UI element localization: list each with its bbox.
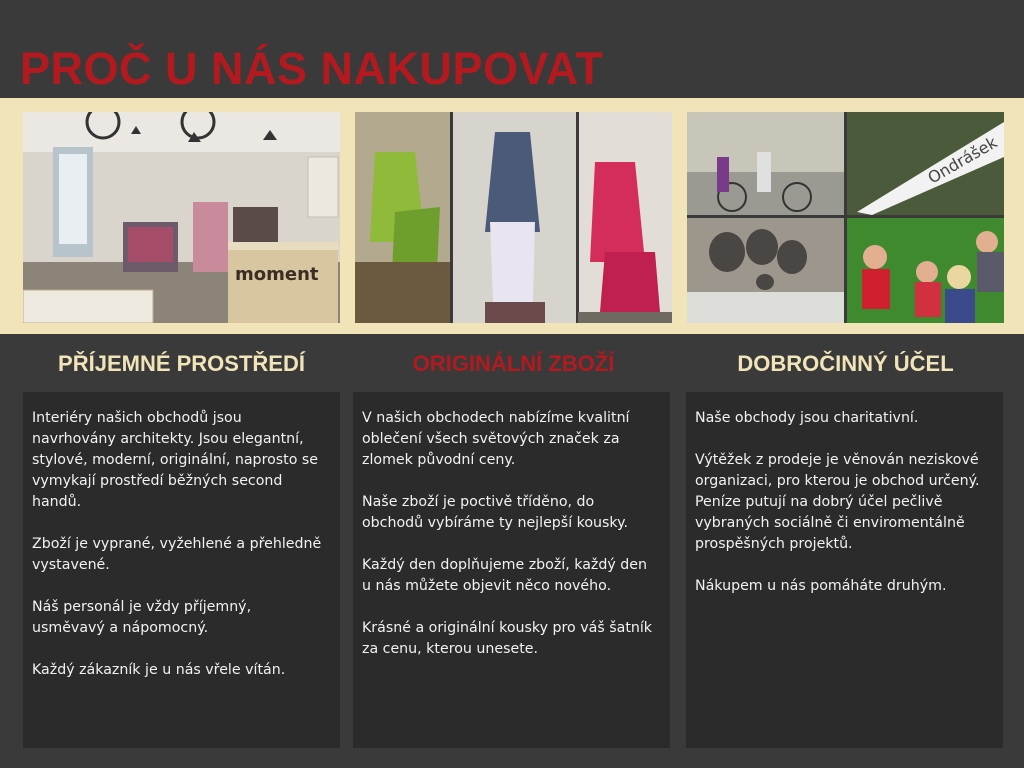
page-title: PROČ U NÁS NAKUPOVAT xyxy=(20,43,604,94)
card-paragraph: Náš personál je vždy příjemný, usměvavý a nápomocný. xyxy=(32,599,252,636)
charity-purpose-card xyxy=(686,392,1003,748)
charity-collage-photo xyxy=(687,112,1004,323)
clothing-display-photo xyxy=(355,112,672,323)
original-goods-card xyxy=(353,392,670,748)
card-paragraph: Naše obchody jsou charitativní. xyxy=(695,410,919,426)
card-paragraph: Interiéry našich obchodů jsou navrhovány architekty. Jsou elegantní, stylové, moderní, originální, naprosto se vymykají prostředí běžných second handů. xyxy=(32,410,319,510)
card-paragraph: Nákupem u nás pomáháte druhým. xyxy=(695,578,947,594)
heading-charity-purpose: DOBROČINNÝ ÚČEL xyxy=(737,351,954,376)
heading-pleasant-environment: PŘÍJEMNÉ PROSTŘEDÍ xyxy=(58,351,305,376)
card-paragraph: Každý zákazník je u nás vřele vítán. xyxy=(32,662,286,678)
card-paragraph: Krásné a originální kousky pro váš šatník za cenu, kterou unesete. xyxy=(362,620,653,657)
pleasant-environment-card xyxy=(23,392,340,748)
heading-original-goods: ORIGINÁLNÍ ZBOŽÍ xyxy=(412,351,615,376)
store-interior-photo xyxy=(23,112,340,323)
card-paragraph: Zboží je vyprané, vyžehlené a přehledně vystavené. xyxy=(32,536,322,573)
card-paragraph: Naše zboží je poctivě tříděno, do obchodů vybíráme ty nejlepší kousky. xyxy=(362,494,629,531)
card-paragraph: Výtěžek z prodeje je věnován neziskové organizaci, pro kterou je obchod určený. Peníze putují na dobrý účel pečlivě vybraných sociálně či enviromentálně prospěšných projektů. xyxy=(695,452,980,552)
charity-sign-text: Ondrášek xyxy=(924,132,1001,188)
card-paragraph: Každý den doplňujeme zboží, každý den u nás můžete objevit něco nového. xyxy=(362,557,647,594)
card-paragraph: V našich obchodech nabízíme kvalitní oblečení všech světových značek za zlomek původní ceny. xyxy=(362,410,630,468)
store-sign-text: moment xyxy=(235,264,319,285)
